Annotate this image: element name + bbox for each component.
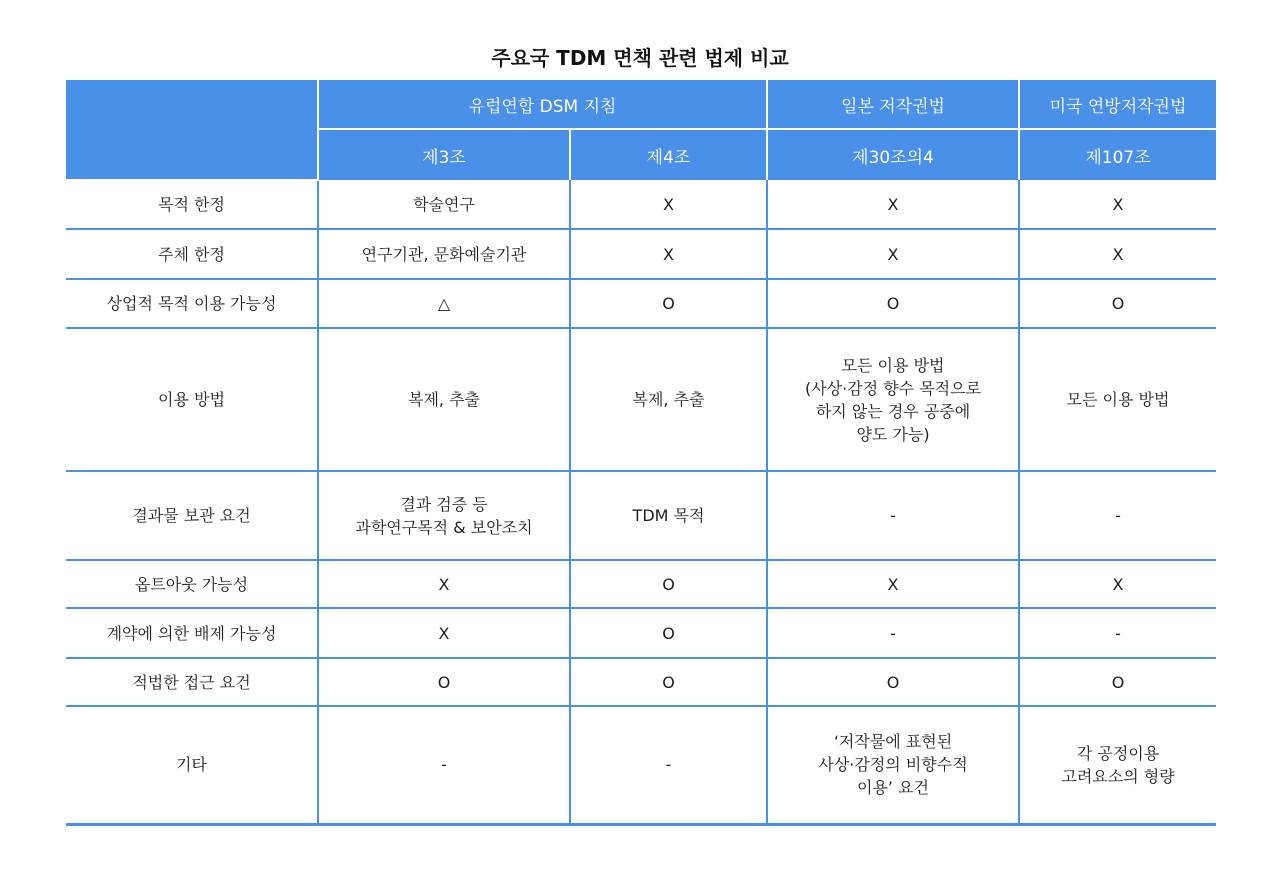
row-label: 상업적 목적 이용 가능성 — [66, 279, 318, 328]
table-cell: 연구기관, 문화예술기관 — [318, 229, 570, 279]
header-article-us-107: 제107조 — [1019, 129, 1216, 180]
table-cell: O — [318, 658, 570, 706]
law-comparison-table — [66, 80, 1216, 826]
table-cell: 복제, 추출 — [570, 328, 767, 471]
table-cell: X — [570, 180, 767, 229]
table-cell: 모든 이용 방법 (사상·감정 향수 목적으로 하지 않는 경우 공중에 양도 가능) — [767, 328, 1019, 471]
table-cell: X — [570, 229, 767, 279]
row-label: 옵트아웃 가능성 — [66, 560, 318, 608]
table-row — [66, 328, 1216, 471]
table-cell: O — [570, 658, 767, 706]
row-label: 목적 한정 — [158, 195, 225, 214]
header-row-groups — [66, 80, 1216, 129]
table-cell: - — [767, 608, 1019, 658]
row-label: 결과물 보관 요건 — [66, 471, 318, 560]
table-cell: - — [767, 471, 1019, 560]
table-row — [66, 229, 1216, 279]
table-cell: 모든 이용 방법 — [1019, 328, 1216, 471]
table-cell: O — [570, 560, 767, 608]
header-article-eu-4: 제4조 — [570, 129, 767, 180]
table-row — [66, 658, 1216, 706]
header-article-jp-30-4: 제30조의4 — [767, 129, 1019, 180]
table-cell: X — [767, 229, 1019, 279]
table-cell: ‘저작물에 표현된 사상·감정의 비향수적 이용’ 요건 — [767, 706, 1019, 824]
table-cell: - — [318, 706, 570, 824]
table-cell: O — [767, 279, 1019, 328]
table-cell: 각 공정이용 고려요소의 형량 — [1019, 706, 1216, 824]
table-cell: O — [570, 279, 767, 328]
table-cell: - — [1019, 608, 1216, 658]
table-cell: △ — [318, 279, 570, 328]
table-cell: O — [570, 608, 767, 658]
row-label: 이용 방법 — [66, 328, 318, 471]
row-label: 적법한 접근 요건 — [66, 658, 318, 706]
table-cell: - — [1019, 471, 1216, 560]
header-group-eu: 유럽연합 DSM 지침 — [318, 80, 767, 129]
table-cell: TDM 목적 — [570, 471, 767, 560]
header-group-japan: 일본 저작권법 — [767, 80, 1019, 129]
table-cell: X — [1019, 180, 1216, 229]
table-cell: O — [1019, 658, 1216, 706]
table-title: 주요국 TDM 면책 관련 법제 비교 — [491, 46, 789, 70]
table-cell: X — [767, 180, 1019, 229]
row-label: 주체 한정 — [66, 229, 318, 279]
table-row — [66, 560, 1216, 608]
table-row — [66, 608, 1216, 658]
table-cell: 결과 검증 등 과학연구목적 & 보안조치 — [318, 471, 570, 560]
header-article-eu-3: 제3조 — [318, 129, 570, 180]
table-cell: X — [1019, 229, 1216, 279]
table-row — [66, 279, 1216, 328]
header-group-us: 미국 연방저작권법 — [1019, 80, 1216, 129]
table-cell: 학술연구 — [318, 180, 570, 229]
table-cell: O — [767, 658, 1019, 706]
table-cell: O — [1019, 279, 1216, 328]
header-corner-cell — [66, 80, 318, 180]
row-label: 계약에 의한 배제 가능성 — [66, 608, 318, 658]
table-cell: X — [1019, 560, 1216, 608]
table-cell: - — [570, 706, 767, 824]
table-cell: X — [318, 608, 570, 658]
row-label: 기타 — [66, 706, 318, 824]
table-row — [66, 180, 1216, 229]
table-cell: X — [318, 560, 570, 608]
table-row — [66, 706, 1216, 824]
table-cell: 복제, 추출 — [318, 328, 570, 471]
table-cell: X — [767, 560, 1019, 608]
table-row — [66, 471, 1216, 560]
